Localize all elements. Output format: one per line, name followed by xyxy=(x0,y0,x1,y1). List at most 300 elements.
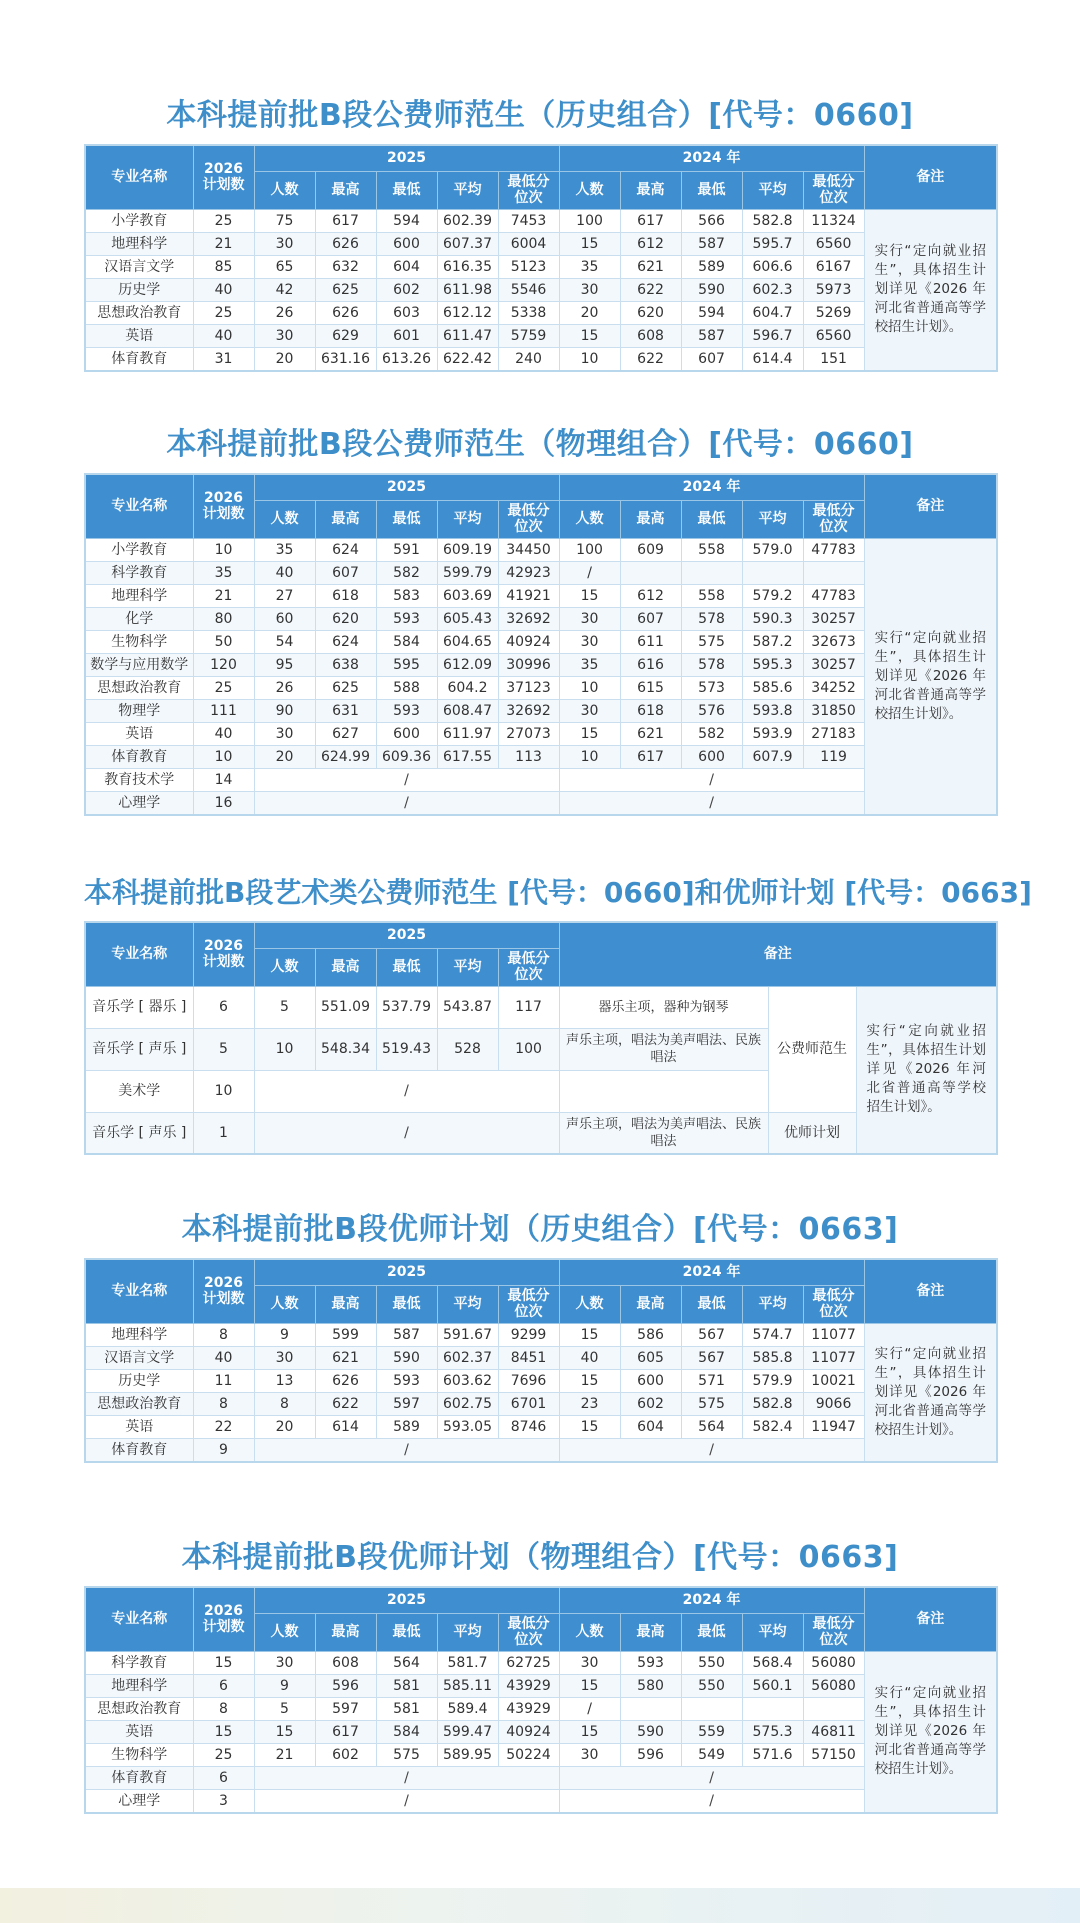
cell: 620 xyxy=(315,607,376,630)
cell: 40 xyxy=(193,722,254,745)
cell: 8 xyxy=(193,1392,254,1415)
cell: 14 xyxy=(193,768,254,791)
cell xyxy=(620,561,681,584)
header-avg: 平均 xyxy=(437,171,498,209)
cell: 5269 xyxy=(803,301,864,324)
cell: 10 xyxy=(559,745,620,768)
cell-major: 体育教育 xyxy=(85,347,193,371)
cell: 581 xyxy=(376,1674,437,1697)
cell: 6 xyxy=(193,1766,254,1789)
cell: 602 xyxy=(376,278,437,301)
cell: 612 xyxy=(620,232,681,255)
cell: 15 xyxy=(559,324,620,347)
cell: 27183 xyxy=(803,722,864,745)
cell: 音乐学 [ 器乐 ] xyxy=(85,986,193,1028)
cell: 15 xyxy=(559,722,620,745)
cell: 50224 xyxy=(498,1743,559,1766)
cell: 631.16 xyxy=(315,347,376,371)
cell: 582.4 xyxy=(742,1415,803,1438)
cell-slash: / xyxy=(254,768,559,791)
header-name: 专业名称 xyxy=(85,474,193,538)
cell: 590.3 xyxy=(742,607,803,630)
header-2025: 2025 xyxy=(254,922,559,948)
cell: / xyxy=(559,561,620,584)
table-row xyxy=(85,324,997,347)
cell xyxy=(742,1697,803,1720)
cell-major: 科学教育 xyxy=(85,561,193,584)
cell: 583 xyxy=(376,584,437,607)
cell: 602.37 xyxy=(437,1346,498,1369)
cell: 40 xyxy=(254,561,315,584)
cell: 582.8 xyxy=(742,209,803,232)
cell: 579.9 xyxy=(742,1369,803,1392)
header-max: 最高 xyxy=(620,1613,681,1651)
header-rank: 最低分 位次 xyxy=(803,1285,864,1323)
cell: 5 xyxy=(193,1028,254,1070)
cell: 607 xyxy=(620,607,681,630)
cell: 591.67 xyxy=(437,1323,498,1346)
table-row xyxy=(85,347,997,371)
cell: 603 xyxy=(376,301,437,324)
cell: 551.09 xyxy=(315,986,376,1028)
cell-youshi-label: 优师计划 xyxy=(768,1112,856,1154)
cell xyxy=(681,1697,742,1720)
header-avg: 平均 xyxy=(437,500,498,538)
cell: 602.3 xyxy=(742,278,803,301)
cell-major: 物理学 xyxy=(85,699,193,722)
header-min: 最低 xyxy=(681,171,742,209)
cell: 590 xyxy=(376,1346,437,1369)
cell: 579.0 xyxy=(742,538,803,561)
cell: 626 xyxy=(315,232,376,255)
cell: 624 xyxy=(315,630,376,653)
cell: 40924 xyxy=(498,1720,559,1743)
cell: 573 xyxy=(681,676,742,699)
cell: 627 xyxy=(315,722,376,745)
header-max: 最高 xyxy=(315,171,376,209)
admission-table xyxy=(84,144,998,372)
cell: 587 xyxy=(681,232,742,255)
cell: 593 xyxy=(376,699,437,722)
cell: 5973 xyxy=(803,278,864,301)
cell: 626 xyxy=(315,1369,376,1392)
cell: 15 xyxy=(559,232,620,255)
table-row xyxy=(85,1323,997,1346)
cell: 27073 xyxy=(498,722,559,745)
table-row xyxy=(85,1392,997,1415)
cell: 620 xyxy=(620,301,681,324)
header-2024: 2024 年 xyxy=(559,1259,864,1285)
table-row xyxy=(85,1651,997,1674)
cell: 30257 xyxy=(803,653,864,676)
table-body xyxy=(85,209,997,371)
cell: 608.47 xyxy=(437,699,498,722)
cell: 588 xyxy=(376,676,437,699)
header-rank: 最低分 位次 xyxy=(498,500,559,538)
cell: 613.26 xyxy=(376,347,437,371)
cell: 558 xyxy=(681,584,742,607)
cell: 20 xyxy=(254,745,315,768)
cell: 605.43 xyxy=(437,607,498,630)
cell: 625 xyxy=(315,676,376,699)
header-plan: 2026 计划数 xyxy=(193,1259,254,1323)
header-max: 最高 xyxy=(315,1285,376,1323)
cell: 34252 xyxy=(803,676,864,699)
cell-slash: / xyxy=(254,1438,559,1462)
bottom-decoration xyxy=(0,1888,1080,1923)
section-physics-youshi xyxy=(84,1536,996,1814)
cell: 596 xyxy=(315,1674,376,1697)
cell: 594 xyxy=(681,301,742,324)
cell-note: 实行“定向就业招生”，具体招生计划详见《2026 年河北省普通高等学校招生计划》。 xyxy=(864,209,997,371)
cell: 7453 xyxy=(498,209,559,232)
cell: 622 xyxy=(315,1392,376,1415)
cell: 589 xyxy=(376,1415,437,1438)
cell-major: 小学教育 xyxy=(85,209,193,232)
cell: 600 xyxy=(376,722,437,745)
cell-slash: / xyxy=(254,1070,559,1112)
cell: 10 xyxy=(193,745,254,768)
cell: 612.09 xyxy=(437,653,498,676)
cell: 11324 xyxy=(803,209,864,232)
cell: 608 xyxy=(620,324,681,347)
cell: 559 xyxy=(681,1720,742,1743)
cell-slash: / xyxy=(559,1766,864,1789)
cell: 151 xyxy=(803,347,864,371)
section-title: 本科提前批B段公费师范生（物理组合）[代号：0660] xyxy=(166,427,914,462)
cell: 美术学 xyxy=(85,1070,193,1112)
cell: 32692 xyxy=(498,699,559,722)
cell: 596.7 xyxy=(742,324,803,347)
cell-major: 教育技术学 xyxy=(85,768,193,791)
cell: 40 xyxy=(193,324,254,347)
header-min: 最低 xyxy=(376,500,437,538)
cell-note: 实行“定向就业招生”，具体招生计划详见《2026 年河北省普通高等学校招生计划》。 xyxy=(856,986,997,1154)
table-body xyxy=(85,1323,997,1462)
table-row xyxy=(85,791,997,815)
header-name: 专业名称 xyxy=(85,1587,193,1651)
cell-major: 体育教育 xyxy=(85,1766,193,1789)
cell: 5546 xyxy=(498,278,559,301)
cell: 62725 xyxy=(498,1651,559,1674)
cell-major: 地理科学 xyxy=(85,1674,193,1697)
cell-remark: 声乐主项，唱法为美声唱法、民族唱法 xyxy=(559,1028,768,1070)
cell: 9 xyxy=(254,1674,315,1697)
cell: 35 xyxy=(559,255,620,278)
section-history-gongfei xyxy=(84,94,996,372)
cell: 47783 xyxy=(803,538,864,561)
cell: 30 xyxy=(559,1651,620,1674)
cell: 8 xyxy=(193,1323,254,1346)
cell: 550 xyxy=(681,1651,742,1674)
cell: 582 xyxy=(376,561,437,584)
cell: 7696 xyxy=(498,1369,559,1392)
cell: 597 xyxy=(376,1392,437,1415)
cell: 30 xyxy=(559,607,620,630)
cell: 575.3 xyxy=(742,1720,803,1743)
header-count: 人数 xyxy=(559,1285,620,1323)
cell: 581 xyxy=(376,1697,437,1720)
cell: 34450 xyxy=(498,538,559,561)
cell: 32673 xyxy=(803,630,864,653)
section-art xyxy=(84,871,1032,1155)
cell: 602 xyxy=(315,1743,376,1766)
cell: 26 xyxy=(254,301,315,324)
cell: 611.47 xyxy=(437,324,498,347)
cell-slash: / xyxy=(559,768,864,791)
cell: 587 xyxy=(376,1323,437,1346)
cell: 5 xyxy=(254,1697,315,1720)
header-plan: 2026 计划数 xyxy=(193,474,254,538)
cell: 607 xyxy=(681,347,742,371)
cell: 528 xyxy=(437,1028,498,1070)
cell: 576 xyxy=(681,699,742,722)
header-min: 最低 xyxy=(376,1613,437,1651)
cell: 8 xyxy=(254,1392,315,1415)
header-max: 最高 xyxy=(620,1285,681,1323)
header-count: 人数 xyxy=(559,500,620,538)
cell: 30 xyxy=(559,278,620,301)
cell-major: 体育教育 xyxy=(85,1438,193,1462)
cell: 584 xyxy=(376,630,437,653)
header-note: 备注 xyxy=(864,145,997,209)
cell: 113 xyxy=(498,745,559,768)
table-row xyxy=(85,1369,997,1392)
table-row xyxy=(85,584,997,607)
cell: 音乐学 [ 声乐 ] xyxy=(85,1028,193,1070)
cell: 624 xyxy=(315,538,376,561)
table-row xyxy=(85,1720,997,1743)
cell: 626 xyxy=(315,301,376,324)
cell: 9299 xyxy=(498,1323,559,1346)
cell-major: 生物科学 xyxy=(85,630,193,653)
table-row xyxy=(85,1766,997,1789)
cell: 25 xyxy=(193,301,254,324)
cell: 584 xyxy=(376,1720,437,1743)
cell: 593.05 xyxy=(437,1415,498,1438)
table-row xyxy=(85,561,997,584)
header-plan: 2026 计划数 xyxy=(193,1587,254,1651)
cell: 560.1 xyxy=(742,1674,803,1697)
cell: 240 xyxy=(498,347,559,371)
cell: 607.9 xyxy=(742,745,803,768)
table-row xyxy=(85,1697,997,1720)
cell: 30 xyxy=(254,1651,315,1674)
cell-major: 思想政治教育 xyxy=(85,676,193,699)
section-title: 本科提前批B段优师计划（物理组合）[代号：0663] xyxy=(181,1540,899,1575)
cell: 603.69 xyxy=(437,584,498,607)
table-body xyxy=(85,1651,997,1813)
cell: 6560 xyxy=(803,232,864,255)
cell: 593 xyxy=(620,1651,681,1674)
cell: 580 xyxy=(620,1674,681,1697)
cell: 音乐学 [ 声乐 ] xyxy=(85,1112,193,1154)
cell: 638 xyxy=(315,653,376,676)
cell: 604.65 xyxy=(437,630,498,653)
header-rank: 最低分 位次 xyxy=(498,1285,559,1323)
cell-slash: / xyxy=(254,791,559,815)
table-row xyxy=(85,722,997,745)
cell: 618 xyxy=(620,699,681,722)
cell: 9 xyxy=(193,1438,254,1462)
cell: 13 xyxy=(254,1369,315,1392)
cell: 6004 xyxy=(498,232,559,255)
cell: 601 xyxy=(376,324,437,347)
cell: 607.37 xyxy=(437,232,498,255)
section-title: 本科提前批B段艺术类公费师范生 [代号：0660]和优师计划 [代号：0663] xyxy=(84,876,1032,909)
cell: 10 xyxy=(559,676,620,699)
cell: 582 xyxy=(681,722,742,745)
cell: 22 xyxy=(193,1415,254,1438)
cell: 611.97 xyxy=(437,722,498,745)
table-row xyxy=(85,630,997,653)
admission-table xyxy=(84,921,998,1155)
header-note: 备注 xyxy=(864,1259,997,1323)
cell: 3 xyxy=(193,1789,254,1813)
cell: 593 xyxy=(376,1369,437,1392)
cell: 6 xyxy=(193,1674,254,1697)
header-note: 备注 xyxy=(864,474,997,538)
header-plan: 2026 计划数 xyxy=(193,145,254,209)
cell: 119 xyxy=(803,745,864,768)
header-rank: 最低分 位次 xyxy=(498,948,559,986)
cell: 609.36 xyxy=(376,745,437,768)
cell-major: 科学教育 xyxy=(85,1651,193,1674)
table-row xyxy=(85,676,997,699)
section-physics-gongfei xyxy=(84,423,996,816)
header-rank: 最低分 位次 xyxy=(803,1613,864,1651)
cell: 589 xyxy=(681,255,742,278)
header-min: 最低 xyxy=(376,948,437,986)
cell-major: 地理科学 xyxy=(85,584,193,607)
cell: 618 xyxy=(315,584,376,607)
cell: 612 xyxy=(620,584,681,607)
cell: 35 xyxy=(254,538,315,561)
cell: 564 xyxy=(376,1651,437,1674)
header-2024: 2024 年 xyxy=(559,1587,864,1613)
cell: 37123 xyxy=(498,676,559,699)
header-max: 最高 xyxy=(315,500,376,538)
cell: 593.8 xyxy=(742,699,803,722)
cell: 30 xyxy=(559,1743,620,1766)
header-avg: 平均 xyxy=(742,1613,803,1651)
cell: 43929 xyxy=(498,1674,559,1697)
cell: 100 xyxy=(498,1028,559,1070)
cell: 50 xyxy=(193,630,254,653)
cell: 621 xyxy=(620,255,681,278)
cell: 617 xyxy=(620,745,681,768)
table-row xyxy=(85,1789,997,1813)
cell: 21 xyxy=(193,232,254,255)
header-count: 人数 xyxy=(254,171,315,209)
table-row xyxy=(85,1415,997,1438)
cell: 65 xyxy=(254,255,315,278)
cell-major: 心理学 xyxy=(85,1789,193,1813)
cell-major: 小学教育 xyxy=(85,538,193,561)
cell: 42 xyxy=(254,278,315,301)
cell: 612.12 xyxy=(437,301,498,324)
cell: 604.7 xyxy=(742,301,803,324)
cell: 622 xyxy=(620,347,681,371)
cell: 611 xyxy=(620,630,681,653)
header-min: 最低 xyxy=(681,1613,742,1651)
cell: 575 xyxy=(376,1743,437,1766)
cell: 632 xyxy=(315,255,376,278)
cell-gongfei-label: 公费师范生 xyxy=(768,986,856,1112)
header-2025: 2025 xyxy=(254,1587,559,1613)
cell: 614 xyxy=(315,1415,376,1438)
cell: 56080 xyxy=(803,1674,864,1697)
cell: 564 xyxy=(681,1415,742,1438)
cell-remark: 器乐主项，器种为钢琴 xyxy=(559,986,768,1028)
cell: 616.35 xyxy=(437,255,498,278)
cell: 589.95 xyxy=(437,1743,498,1766)
cell: 5759 xyxy=(498,324,559,347)
cell: 15 xyxy=(559,1369,620,1392)
cell: 56080 xyxy=(803,1651,864,1674)
cell: 25 xyxy=(193,1743,254,1766)
cell-remark: 声乐主项，唱法为美声唱法、民族唱法 xyxy=(559,1112,768,1154)
cell: 8451 xyxy=(498,1346,559,1369)
cell-major: 体育教育 xyxy=(85,745,193,768)
cell: 43929 xyxy=(498,1697,559,1720)
cell: 617 xyxy=(620,209,681,232)
cell: 60 xyxy=(254,607,315,630)
cell: 21 xyxy=(254,1743,315,1766)
table-row xyxy=(85,1743,997,1766)
cell: 602 xyxy=(620,1392,681,1415)
header-2025: 2025 xyxy=(254,474,559,500)
cell: 10 xyxy=(559,347,620,371)
header-2025: 2025 xyxy=(254,1259,559,1285)
cell: 600 xyxy=(376,232,437,255)
cell: 80 xyxy=(193,607,254,630)
cell: 599 xyxy=(315,1323,376,1346)
cell-major: 英语 xyxy=(85,1415,193,1438)
cell: 567 xyxy=(681,1323,742,1346)
cell: 1 xyxy=(193,1112,254,1154)
cell: 15 xyxy=(559,584,620,607)
table-row xyxy=(85,1438,997,1462)
cell: 15 xyxy=(559,1674,620,1697)
cell: 15 xyxy=(254,1720,315,1743)
cell-slash: / xyxy=(559,1438,864,1462)
cell: 11947 xyxy=(803,1415,864,1438)
cell: 590 xyxy=(681,278,742,301)
cell: 537.79 xyxy=(376,986,437,1028)
cell: 595.7 xyxy=(742,232,803,255)
cell: 587 xyxy=(681,324,742,347)
header-count: 人数 xyxy=(254,1285,315,1323)
cell: 595.3 xyxy=(742,653,803,676)
cell: 585.6 xyxy=(742,676,803,699)
cell: 40924 xyxy=(498,630,559,653)
cell-major: 历史学 xyxy=(85,1369,193,1392)
cell: 100 xyxy=(559,538,620,561)
table-row xyxy=(85,1346,997,1369)
cell: 586 xyxy=(620,1323,681,1346)
cell: 20 xyxy=(254,347,315,371)
cell: 549 xyxy=(681,1743,742,1766)
header-count: 人数 xyxy=(559,1613,620,1651)
header-avg: 平均 xyxy=(742,1285,803,1323)
cell: 609.19 xyxy=(437,538,498,561)
cell: 35 xyxy=(559,653,620,676)
header-avg: 平均 xyxy=(437,1285,498,1323)
cell-major: 地理科学 xyxy=(85,232,193,255)
cell: 581.7 xyxy=(437,1651,498,1674)
cell: 597 xyxy=(315,1697,376,1720)
